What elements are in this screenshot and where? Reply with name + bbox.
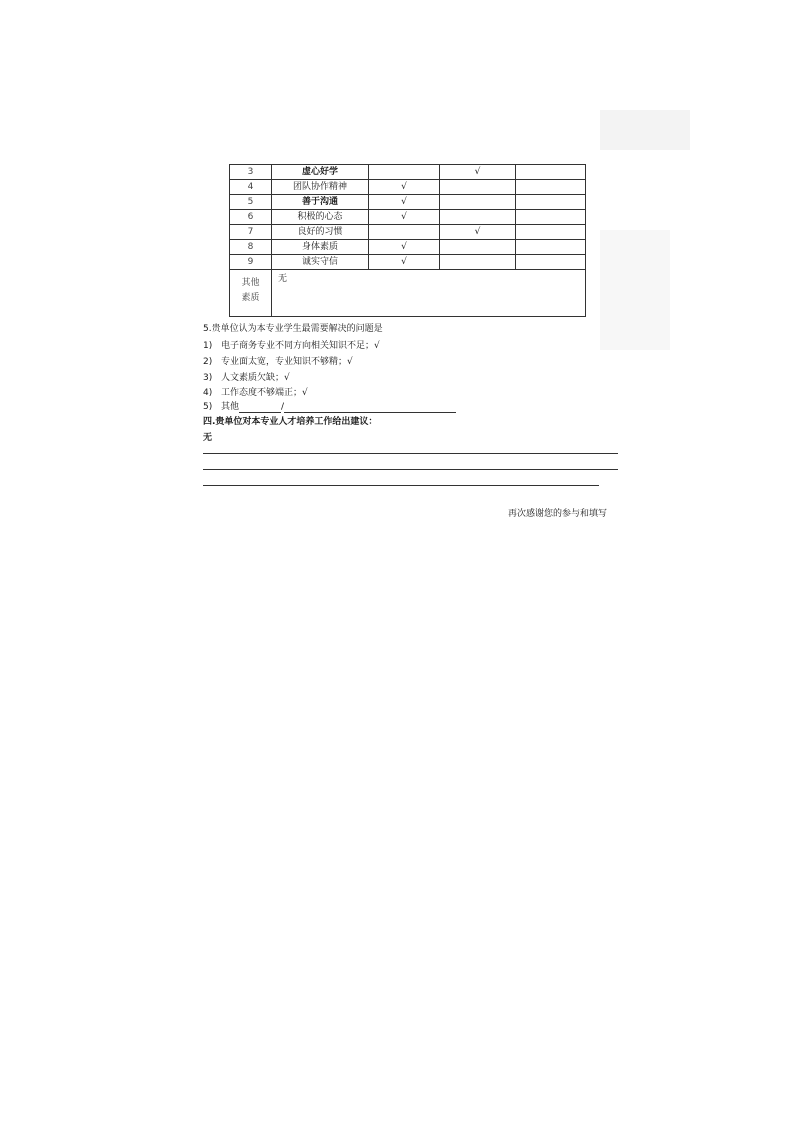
answer-line bbox=[203, 453, 618, 454]
question-5-title: 5.贵单位认为本专业学生最需要解决的问题是 bbox=[203, 324, 383, 334]
rating-cell bbox=[516, 255, 586, 270]
quality-item: 良好的习惯 bbox=[272, 225, 369, 240]
section-4-answer: 无 bbox=[203, 433, 213, 443]
option-number: 5) bbox=[203, 402, 213, 412]
row-number: 7 bbox=[230, 225, 272, 240]
rating-cell: √ bbox=[369, 210, 440, 225]
option-number: 2) bbox=[203, 357, 213, 367]
other-quality-value: 无 bbox=[272, 270, 586, 317]
table-row bbox=[230, 240, 586, 255]
option-text: 其他 bbox=[221, 402, 240, 412]
rating-cell bbox=[516, 210, 586, 225]
option-number: 3) bbox=[203, 373, 213, 383]
rating-cell bbox=[369, 165, 440, 180]
row-number: 4 bbox=[230, 180, 272, 195]
option-text: 工作态度不够端正；√ bbox=[221, 388, 308, 398]
rating-cell bbox=[516, 165, 586, 180]
fill-blank bbox=[284, 403, 456, 413]
scan-shadow bbox=[600, 230, 670, 350]
other-quality-label bbox=[230, 270, 272, 317]
option-number: 1) bbox=[203, 341, 213, 351]
table-row bbox=[230, 255, 586, 270]
quality-item: 积极的心态 bbox=[272, 210, 369, 225]
row-number: 9 bbox=[230, 255, 272, 270]
rating-cell bbox=[440, 195, 516, 210]
option-3 bbox=[203, 372, 290, 384]
rating-cell: √ bbox=[369, 255, 440, 270]
rating-cell bbox=[516, 180, 586, 195]
rating-cell bbox=[440, 255, 516, 270]
rating-cell: √ bbox=[369, 180, 440, 195]
rating-cell: √ bbox=[440, 225, 516, 240]
row-number: 3 bbox=[230, 165, 272, 180]
rating-cell bbox=[440, 240, 516, 255]
table-row-other bbox=[230, 270, 586, 317]
other-label-line1: 其他 bbox=[241, 278, 260, 288]
rating-cell bbox=[440, 210, 516, 225]
rating-cell bbox=[440, 180, 516, 195]
row-number: 5 bbox=[230, 195, 272, 210]
rating-cell: √ bbox=[369, 195, 440, 210]
option-2 bbox=[203, 356, 353, 368]
rating-cell: √ bbox=[369, 240, 440, 255]
quality-item: 身体素质 bbox=[272, 240, 369, 255]
option-5-other bbox=[203, 401, 456, 413]
thanks-note: 再次感谢您的参与和填写 bbox=[508, 509, 608, 519]
scan-shadow bbox=[600, 110, 690, 150]
answer-line bbox=[203, 469, 618, 470]
rating-cell bbox=[516, 195, 586, 210]
option-1 bbox=[203, 340, 380, 352]
quality-item: 团队协作精神 bbox=[272, 180, 369, 195]
table-row bbox=[230, 195, 586, 210]
table-row bbox=[230, 225, 586, 240]
rating-cell: √ bbox=[440, 165, 516, 180]
rating-cell bbox=[516, 240, 586, 255]
fill-blank bbox=[239, 403, 281, 413]
option-4 bbox=[203, 387, 308, 399]
other-fill-value: / bbox=[281, 402, 285, 412]
table-row bbox=[230, 210, 586, 225]
row-number: 8 bbox=[230, 240, 272, 255]
option-text: 电子商务专业不同方向相关知识不足；√ bbox=[221, 341, 380, 351]
table-row bbox=[230, 180, 586, 195]
option-text: 专业面太宽，专业知识不够精；√ bbox=[221, 357, 353, 367]
quality-item: 善于沟通 bbox=[272, 195, 369, 210]
quality-rating-table bbox=[229, 164, 586, 317]
answer-line bbox=[203, 485, 599, 486]
quality-item: 诚实守信 bbox=[272, 255, 369, 270]
table-row bbox=[230, 165, 586, 180]
row-number: 6 bbox=[230, 210, 272, 225]
quality-item: 虚心好学 bbox=[272, 165, 369, 180]
rating-cell bbox=[369, 225, 440, 240]
section-4-title: 四.贵单位对本专业人才培养工作给出建议： bbox=[203, 417, 378, 427]
option-number: 4) bbox=[203, 388, 213, 398]
rating-cell bbox=[516, 225, 586, 240]
other-label-line2: 素质 bbox=[241, 293, 260, 303]
option-text: 人文素质欠缺；√ bbox=[221, 373, 290, 383]
